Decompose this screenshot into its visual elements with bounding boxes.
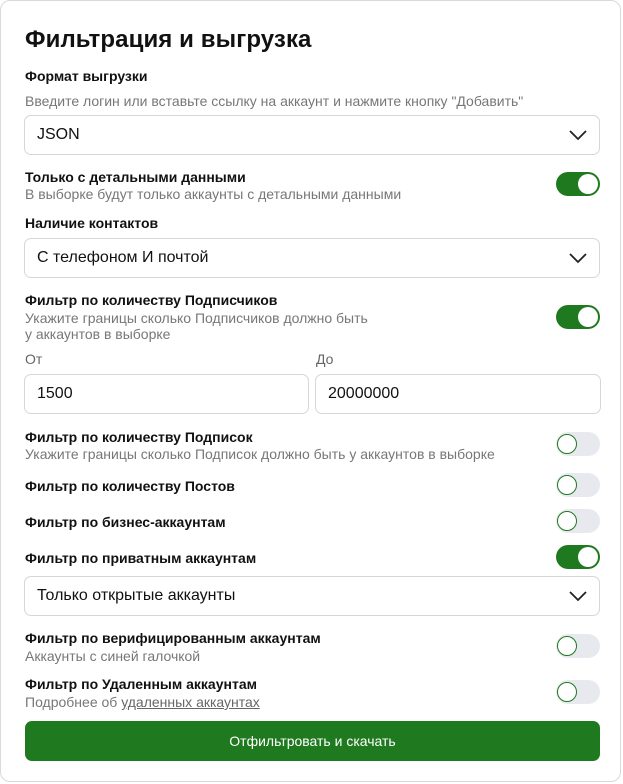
followers-to-label: До xyxy=(316,351,334,367)
deleted-filter-toggle[interactable] xyxy=(556,680,600,704)
toggle-knob xyxy=(578,547,598,567)
verified-filter-label: Фильтр по верифицированным аккаунтам xyxy=(25,630,321,646)
page-title: Фильтрация и выгрузка xyxy=(25,26,312,53)
verified-filter-desc: Аккаунты с синей галочкой xyxy=(25,648,201,664)
export-format-label: Формат выгрузки xyxy=(25,68,148,84)
deleted-accounts-link[interactable]: удаленных аккаунтах xyxy=(121,694,260,710)
chevron-down-icon xyxy=(569,251,587,265)
followers-from-label: От xyxy=(25,351,43,367)
followers-to-input[interactable] xyxy=(315,374,601,414)
detailed-only-label: Только с детальными данными xyxy=(25,169,246,185)
contacts-label: Наличие контактов xyxy=(25,215,159,231)
followers-filter-label: Фильтр по количеству Подписчиков xyxy=(25,292,278,308)
chevron-down-icon xyxy=(569,128,587,142)
export-format-select[interactable] xyxy=(24,115,600,155)
toggle-knob xyxy=(557,682,577,702)
private-filter-value: Только открытые аккаунты xyxy=(37,587,236,604)
following-filter-toggle[interactable] xyxy=(556,432,600,456)
verified-filter-toggle[interactable] xyxy=(556,634,600,658)
chevron-down-icon xyxy=(569,589,587,603)
private-filter-label: Фильтр по приватным аккаунтам xyxy=(25,550,257,566)
contacts-value: С телефоном И почтой xyxy=(37,249,209,266)
business-filter-label: Фильтр по бизнес-аккаунтам xyxy=(25,514,226,530)
deleted-filter-desc xyxy=(25,694,260,710)
toggle-knob xyxy=(557,636,577,656)
followers-filter-desc-1: Укажите границы сколько Подписчиков должно быть xyxy=(25,310,368,326)
export-format-hint: Введите логин или вставьте ссылку на аккаунт и нажмите кнопку "Добавить" xyxy=(25,93,524,109)
filter-and-download-button[interactable]: Отфильтровать и скачать xyxy=(25,721,600,761)
export-format-value: JSON xyxy=(37,126,80,143)
toggle-knob xyxy=(557,475,577,495)
toggle-knob xyxy=(578,307,598,327)
toggle-knob xyxy=(557,511,577,531)
toggle-knob xyxy=(557,434,577,454)
toggle-knob xyxy=(578,174,598,194)
deleted-filter-label: Фильтр по Удаленным аккаунтам xyxy=(25,676,257,692)
followers-filter-desc-2: у аккаунтов в выборке xyxy=(25,326,171,342)
business-filter-toggle[interactable] xyxy=(556,509,600,533)
contacts-select[interactable] xyxy=(24,238,600,278)
detailed-only-desc: В выборке будут только аккаунты с детальными данными xyxy=(25,186,402,202)
detailed-only-toggle[interactable] xyxy=(556,172,600,196)
followers-filter-toggle[interactable] xyxy=(556,305,600,329)
posts-filter-toggle[interactable] xyxy=(556,473,600,497)
following-filter-label: Фильтр по количеству Подписок xyxy=(25,429,253,445)
following-filter-desc: Укажите границы сколько Подписок должно быть у аккаунтов в выборке xyxy=(25,446,495,462)
followers-from-input[interactable] xyxy=(24,374,309,414)
private-filter-toggle[interactable] xyxy=(556,545,600,569)
deleted-filter-desc-prefix: Подробнее об xyxy=(25,694,122,710)
posts-filter-label: Фильтр по количеству Постов xyxy=(25,478,235,494)
private-filter-select[interactable] xyxy=(24,576,600,616)
